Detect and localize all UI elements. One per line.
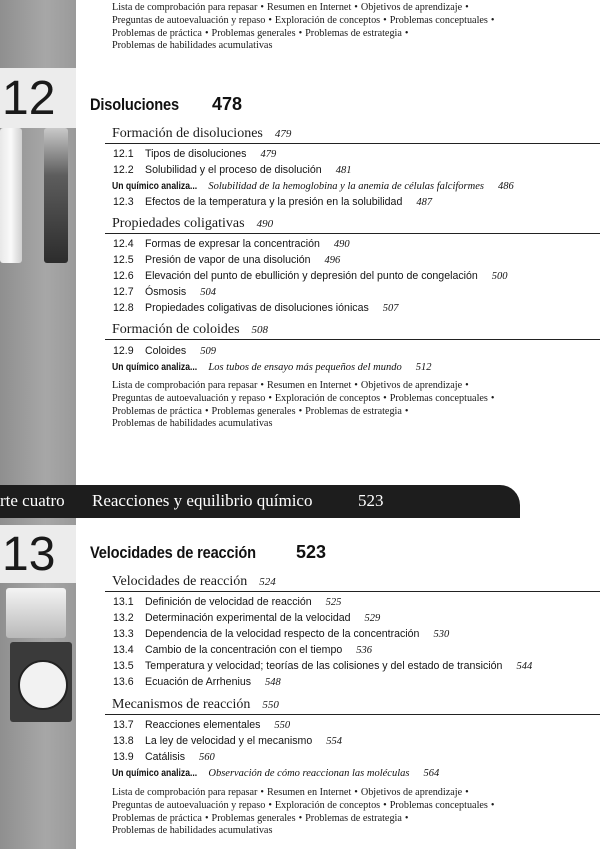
toc-entry: 13.5 Temperatura y velocidad; teorías de las colisiones y del estado de transición 544 [113, 660, 533, 672]
toc-entry: 12.5 Presión de vapor de una disolución 496 [113, 254, 341, 266]
toc-entry: 12.9 Coloides 509 [113, 345, 216, 357]
review-item: Objetivos de aprendizaje [360, 787, 463, 798]
part-banner-page: 523 [358, 491, 384, 510]
review-item: Problemas de estrategia [305, 27, 402, 39]
toc-entry: 12.4 Formas de expresar la concentración 490 [113, 238, 350, 250]
review-line: Problemas de práctica • Problemas generales • Problemas de estrategia • [112, 27, 409, 39]
toc-entry: 12.2 Solubilidad y el proceso de disolución 481 [113, 164, 352, 176]
toc-entry: 12.3 Efectos de la temperatura y la presión en la solubilidad 487 [113, 196, 433, 208]
review-line: Preguntas de autoevaluación y repaso • Exploración de conceptos • Problemas conceptuales • [112, 14, 495, 26]
review-item: Problemas de práctica [112, 405, 202, 417]
review-item: Problemas generales [211, 27, 296, 39]
review-line: Problemas de práctica • Problemas generales • Problemas de estrategia • [112, 812, 409, 824]
section-heading: Propiedades coligativas 490 [112, 216, 274, 231]
review-item: Resumen en Internet [266, 380, 352, 391]
section-rule [105, 591, 600, 592]
toc-entry: 13.3 Dependencia de la velocidad respecto de la concentración 530 [113, 628, 450, 640]
review-line: Preguntas de autoevaluación y repaso • Exploración de conceptos • Problemas conceptuales • [112, 392, 495, 404]
chapter-13-review-list [112, 787, 592, 838]
timer-dial-icon [18, 660, 68, 710]
review-item: Exploración de conceptos [274, 799, 381, 811]
review-line [112, 825, 592, 838]
test-tube-photo-light [0, 128, 22, 263]
review-item: Resumen en Internet [266, 2, 352, 13]
section-heading: Formación de disoluciones 479 [112, 126, 292, 141]
review-line: Lista de comprobación para repasar • Resumen en Internet • Objetivos de aprendizaje • [112, 2, 469, 13]
chapter-13-page: 523 [296, 542, 327, 562]
review-item: Objetivos de aprendizaje [360, 380, 463, 391]
review-item: Preguntas de autoevaluación y repaso [112, 14, 266, 26]
review-item: Problemas de práctica [112, 27, 202, 39]
toc-entry: 13.1 Definición de velocidad de reacción 525 [113, 596, 342, 608]
review-item: Lista de comprobación para repasar [112, 787, 258, 798]
review-item: Problemas de estrategia [305, 405, 402, 417]
review-item: Preguntas de autoevaluación y repaso [112, 799, 266, 811]
review-item: Lista de comprobación para repasar [112, 380, 258, 391]
chapter-12-page: 478 [212, 94, 243, 114]
review-line: Lista de comprobación para repasar • Resumen en Internet • Objetivos de aprendizaje • [112, 380, 469, 391]
review-item: Problemas de práctica [112, 812, 202, 824]
section-rule [105, 339, 600, 340]
review-line: Preguntas de autoevaluación y repaso • Exploración de conceptos • Problemas conceptuales • [112, 799, 495, 811]
chemist-box-entry: Un químico analiza... Los tubos de ensayo más pequeños del mundo 512 [112, 361, 432, 373]
chemist-box-entry: Un químico analiza... Observación de cómo reaccionan las moléculas 564 [112, 767, 440, 779]
toc-entry: 13.4 Cambio de la concentración con el tiempo 536 [113, 644, 373, 656]
review-item: Problemas generales [211, 405, 296, 417]
toc-entry: 13.6 Ecuación de Arrhenius 548 [113, 676, 281, 688]
chapter-13-title: Velocidades de reacción [90, 543, 256, 562]
review-item: Resumen en Internet [266, 787, 352, 798]
chapter-13-number: 13 [2, 528, 56, 581]
review-line [112, 40, 592, 53]
review-item: Exploración de conceptos [274, 14, 381, 26]
toc-entry: 12.8 Propiedades coligativas de disoluciones iónicas 507 [113, 302, 399, 314]
review-item: Preguntas de autoevaluación y repaso [112, 392, 266, 404]
chapter-12-title: Disoluciones [90, 95, 179, 114]
review-item: Problemas de habilidades acumulativas [112, 418, 273, 430]
review-line [112, 418, 592, 431]
review-item: Problemas generales [211, 812, 296, 824]
review-item: Problemas conceptuales [389, 799, 488, 811]
toc-entry: 12.6 Elevación del punto de ebullición y depresión del punto de congelación 500 [113, 270, 508, 282]
beaker-photo [6, 588, 66, 638]
section-heading: Formación de coloides 508 [112, 322, 269, 337]
part-banner-label: rte cuatro [0, 491, 65, 510]
review-item: Problemas conceptuales [389, 14, 488, 26]
toc-entry: 13.7 Reacciones elementales 550 [113, 719, 291, 731]
section-rule [105, 143, 600, 144]
part-banner-title: Reacciones y equilibrio químico [92, 491, 313, 510]
section-heading: Velocidades de reacción 524 [112, 574, 276, 589]
test-tube-photo-dark [44, 128, 68, 263]
toc-entry: 12.1 Tipos de disoluciones 479 [113, 148, 277, 160]
toc-entry: 13.9 Catálisis 560 [113, 751, 215, 763]
toc-entry: 12.7 Ósmosis 504 [113, 286, 216, 298]
review-item: Problemas de habilidades acumulativas [112, 825, 273, 837]
review-item: Problemas de habilidades acumulativas [112, 40, 273, 52]
chapter-12-review-list [112, 380, 592, 431]
review-item: Objetivos de aprendizaje [360, 2, 463, 13]
review-line: Lista de comprobación para repasar • Resumen en Internet • Objetivos de aprendizaje • [112, 787, 469, 798]
toc-entry: 13.2 Determinación experimental de la velocidad 529 [113, 612, 381, 624]
review-item: Lista de comprobación para repasar [112, 2, 258, 13]
chapter-12-number: 12 [2, 72, 56, 125]
toc-entry: 13.8 La ley de velocidad y el mecanismo 554 [113, 735, 342, 747]
review-item: Exploración de conceptos [274, 392, 381, 404]
section-rule [105, 714, 600, 715]
review-item: Problemas conceptuales [389, 392, 488, 404]
section-heading: Mecanismos de reacción 550 [112, 697, 279, 712]
chapter-11-review-list [112, 2, 592, 53]
review-line: Problemas de práctica • Problemas generales • Problemas de estrategia • [112, 405, 409, 417]
review-item: Problemas de estrategia [305, 812, 402, 824]
section-rule [105, 233, 600, 234]
chemist-box-entry: Un químico analiza... Solubilidad de la hemoglobina y la anemia de células falciformes 486 [112, 180, 514, 192]
